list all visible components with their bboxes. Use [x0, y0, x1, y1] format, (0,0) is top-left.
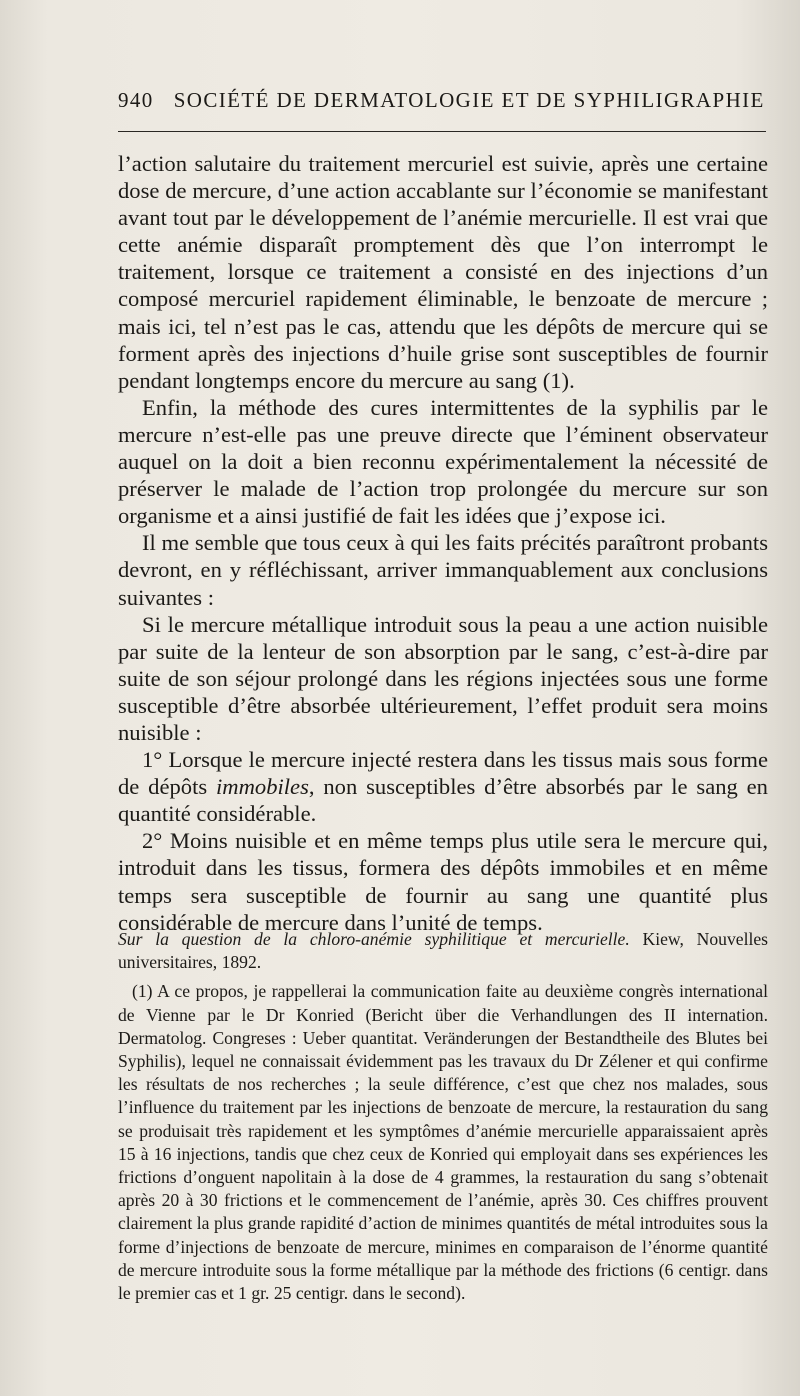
running-header — [118, 88, 765, 113]
paragraph: Si le mercure métallique introduit sous la peau a une action nuisible par suite de la lenteur de son absorption par le sang, c’est-à-dire par suite de son séjour prolongé dans les régions injectées sous une forme susceptible d’être absorbée ultérieurement, l’effet produit sera moins nuisible : — [118, 611, 768, 745]
paragraph: 2° Moins nuisible et en même temps plus utile sera le mercure qui, introduit dans les tissus, formera des dépôts immobiles et en même temps sera susceptible de fournir au sang une quantité plus considérable de mercure dans l’unité de temps. — [118, 828, 768, 935]
paragraph — [118, 746, 768, 827]
paragraph: Il me semble que tous ceux à qui les faits précités paraîtront probants devront, en y réfléchissant, arriver immanquablement aux conclusions suivantes : — [118, 530, 768, 610]
notes — [118, 928, 768, 1305]
main-text — [118, 150, 768, 936]
emphasis: immobiles — [216, 774, 309, 800]
reference-title: Sur la question de la chloro-anémie syphilitique et mercurielle. — [118, 929, 630, 949]
paragraph: Enfin, la méthode des cures intermittentes de la syphilis par le mercure n’est-elle pas une preuve directe que l’éminent observateur auquel on la doit a bien reconnu expérimentalement la nécessité de préserver le malade de l’action trop prolongée du mercure sur son organisme et a ainsi justifié de fait les idées que j’expose ici. — [118, 394, 768, 529]
paragraph: l’action salutaire du traitement mercuriel est suivie, après une certaine dose de mercure, d’une action accablante sur l’économie se manifestant avant tout par le développement de l’anémie mercurielle. Il est vrai que cette anémie disparaît promptement dès que l’on interrompt le traitement, lorsque ce traitement a consisté en des injections d’un composé mercuriel rapidement éliminable, le benzoate de mercure ; mais ici, tel n’est pas le cas, attendu que les dépôts de mercure qui se forment après des injections d’huile grise sont susceptibles de fournir pendant longtemps encore du mercure au sang (1). — [118, 151, 768, 393]
text-run: 1° Lorsque le mercure injecté restera dans les tissus mais sous forme de dépôts — [118, 747, 768, 800]
reference-details: Kiew, Nouvelles universitaires, 1892. — [118, 929, 769, 973]
text-run: , non susceptibles d’être absorbés par le sang en quantité considérable. — [118, 774, 768, 827]
footnote: (1) A ce propos, je rappellerai la communication faite au deuxième congrès international de Vienne par le Dr Konried (Bericht über die Verhandlungen des II internation. Dermatolog. Congreses : Ueber quantitat. Veränderungen der Bestandtheile des Blutes bei Syphilis), lequel ne connaissait évidemment pas les travaux du Dr Zélener et qui confirme les résultats de nos recherches ; la seule différence, c’est que chez nos malades, sous l’influence du traitement par les injections de benzoate de mercure, la restauration du sang se produisait très rapidement et les symptômes d’anémie mercurielle apparaissaient après 15 à 16 injections, tandis que chez ceux de Konried qui employait dans ses expériences les frictions d’onguent napolitain à la dose de 4 grammes, la restauration du sang s’obtenait après 20 à 30 frictions et le commencement de l’anémie, après 30. Ces chiffres prouvent clairement la plus grande rapidité d’action de minimes quantités de métal introduites sous la forme d’injections de benzoate de mercure, minimes en comparaison de l’énorme quantité de mercure introduite sous la forme métallique par la méthode des frictions (6 centigr. dans le premier cas et 1 gr. 25 centigr. dans le second). — [118, 981, 768, 1304]
header-rule — [118, 131, 766, 132]
page-number: 940 — [118, 88, 154, 112]
running-title: SOCIÉTÉ DE DERMATOLOGIE ET DE SYPHILIGRAPHIE — [173, 88, 765, 112]
reference — [118, 928, 768, 974]
